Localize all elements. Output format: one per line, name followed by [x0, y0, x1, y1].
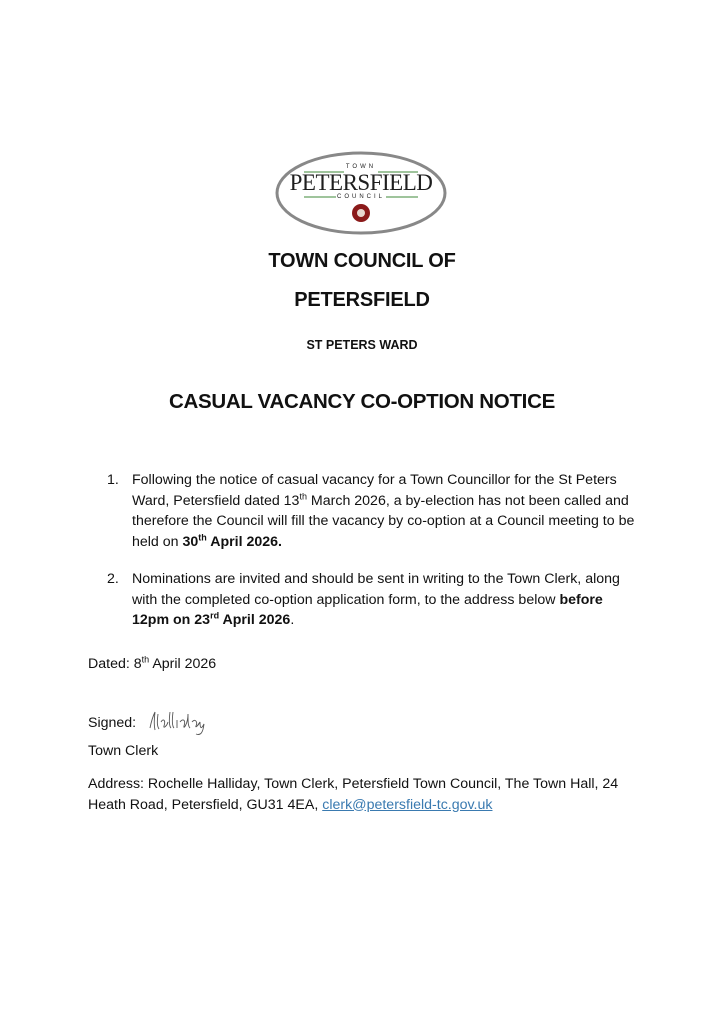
notice-title: CASUAL VACANCY CO-OPTION NOTICE — [169, 390, 555, 413]
address-block: Address: Rochelle Halliday, Town Clerk, Petersfield Town Council, The Town Hall, 24 Heath Road, Petersfield, GU31 4EA, clerk@petersfield-tc.gov.uk — [88, 776, 619, 813]
logo-main-text: PETERSFIELD — [289, 170, 433, 195]
heading-line-2: PETERSFIELD — [294, 289, 430, 311]
signature-icon — [146, 706, 218, 738]
item-text: Following the notice of casual vacancy for a Town Councillor for the St Peters Ward, Petersfield dated 13th March 2026, a by-election has not been called and therefore the Council will fill the vacancy by co-option at a Council meeting to be held on 30th April 2026. — [132, 472, 635, 550]
signature — [146, 706, 218, 738]
logo-top-text: TOWN — [345, 164, 377, 170]
signed-label: Signed: — [88, 715, 137, 731]
email-link[interactable]: clerk@petersfield-tc.gov.uk — [322, 796, 493, 813]
signer-role: Town Clerk — [88, 743, 159, 759]
logo-bottom-text: COUNCIL — [336, 194, 385, 200]
item-number: 1. — [107, 472, 119, 488]
item-number: 2. — [107, 571, 119, 587]
item-text: Nominations are invited and should be sent in writing to the Town Clerk, along with the completed co-option application form, to the address below before 12pm on 23rd April 2026. — [132, 571, 620, 628]
ward-subtitle: ST PETERS WARD — [306, 338, 418, 352]
dated-line: Dated: 8th April 2026 — [88, 654, 217, 672]
notice-item-2 — [107, 569, 647, 634]
council-logo — [274, 150, 448, 236]
notice-item-1 — [107, 470, 647, 560]
heading-line-1: TOWN COUNCIL OF — [268, 250, 456, 272]
